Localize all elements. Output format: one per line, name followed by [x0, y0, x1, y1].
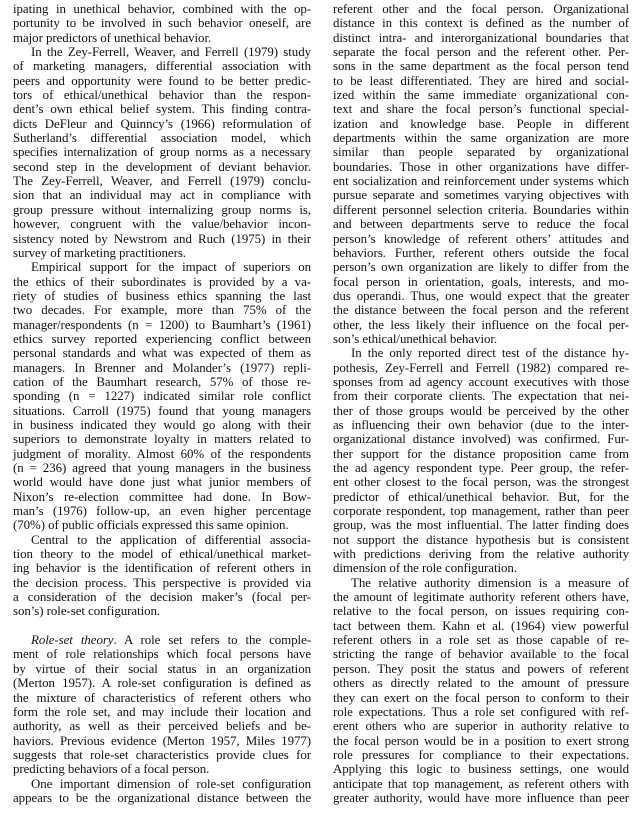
text-line: portunity to be involved in such behavior oneself, are [13, 16, 311, 31]
text-line: (n = 236) agreed that young managers in the business [13, 461, 311, 475]
text-line: riety of studies of business ethics spanning the last [13, 288, 311, 303]
text-line: situations. Carroll (1975) found that young managers [13, 403, 311, 418]
text-line: son’s ethical/unethical behavior. [333, 331, 498, 346]
text-line: anticipate that top management, as referent others with [333, 776, 629, 791]
text-line: person. They posit the status and powers of referent [333, 661, 629, 676]
text-line: focal person in orientation, goals, interests, and mo- [333, 274, 629, 289]
text-line: (Merton 1957). A role-set configuration is defined as [13, 676, 311, 691]
text-line: managers. In Brenner and Molander’s (1977) repli- [13, 360, 311, 375]
right-column [333, 2, 629, 805]
text-line: Empirical support for the impact of superiors on [31, 260, 311, 275]
text-line: role pressures for compliance to their expectations. [333, 747, 629, 762]
text-line: organizational distance involved) was confirmed. Fur- [333, 432, 629, 447]
text-line: the ethics of their subordinates is provided by a va- [13, 274, 311, 289]
text-line: specifies internalization of group norms as a necessary [13, 145, 311, 160]
text-line: others as directly related to the amount of pressure [333, 676, 629, 691]
text-line: second step in the development of deviant behavior. [13, 159, 311, 174]
text-line: they can exert on the focal person to conform to their [333, 690, 629, 705]
text-line: from their corporate clients. The expectation that nei- [333, 389, 629, 404]
text-line: distinct intra- and interorganizational boundaries that [333, 30, 629, 45]
text-line: sponding (n = 1227) indicated similar role conflict [13, 389, 311, 404]
text-line: erent others who are superior in authority relative to [333, 719, 629, 734]
text-line: ent socialization and reinforcement under systems which [333, 174, 629, 189]
text-line: Sutherland’s differential association model, which [13, 131, 311, 146]
left-column [13, 2, 311, 805]
text-run: . A role set refers to the comple- [113, 633, 311, 648]
text-line: greater authority, would have more influence than peer [333, 790, 629, 805]
text-line: Nixon’s re-election committee had done. In Bow- [13, 489, 311, 504]
text-line: tion theory to the model of ethical/unethical market- [13, 547, 311, 562]
text-line: sion that an individual may act in compliance with [13, 188, 311, 203]
text-line: Central to the application of differential associa- [31, 532, 311, 547]
section-gap [13, 619, 311, 633]
text-line: however, congruent with the value/behavior incon- [13, 217, 311, 232]
text-line: other, the less likely their influence on the focal per- [333, 317, 629, 332]
text-line: in business indicated they would go along with their [13, 417, 311, 432]
text-line: suggests that role-set characteristics provide clues for [13, 747, 311, 762]
text-line: world would have done just what junior members of [13, 475, 311, 490]
text-line: ipating in unethical behavior, combined with the op- [13, 2, 311, 16]
text-line: with predictions deriving from the relative authority [333, 547, 629, 562]
text-line: the mixture of characteristics of referent others who [13, 690, 311, 705]
text-line: ization and knowledge base. People in different [333, 116, 629, 131]
text-line: survey of marketing practitioners. [13, 245, 186, 260]
text-line: sistency noted by Newstrom and Ruch (1975) in their [13, 231, 311, 246]
text-line: a consideration of the decision maker’s (focal per- [13, 590, 311, 605]
text-line: not support the distance hypothesis but is consistent [333, 532, 629, 547]
text-line: the amount of legitimate authority referent others have, [333, 590, 629, 605]
text-line: ent other closest to the focal person, was the strongest [333, 475, 629, 490]
text-line: distance in this context is defined as the number of [333, 16, 629, 31]
text-line: son’s) role-set configuration. [13, 604, 161, 619]
text-line: sons in the same department as the focal person tend [333, 59, 629, 74]
text-line: of marketing managers, differential association with [13, 59, 311, 74]
text-line: dus operandi. Thus, one would expect that the greater [333, 288, 629, 303]
text-line: dimension of the role configuration. [333, 561, 517, 576]
text-line: predictor of ethical/unethical behavior. But, for the [333, 489, 629, 504]
text-line: separate the focal person and the referent other. Per- [333, 45, 629, 60]
text-line: the ad agency respondent type. Peer group, the refer- [333, 461, 629, 475]
text-line: cation of the Baumhart research, 57% of those re- [13, 374, 311, 389]
text-line: personal standards and what was expected of them as [13, 346, 311, 361]
text-line: pothesis, Zey-Ferrell and Ferrell (1982) compared re- [333, 360, 629, 375]
text-line: major predictors of unethical behavior. [13, 30, 212, 45]
text-line: dent’s own ethical belief system. This finding contra- [13, 102, 311, 117]
text-line: form the role set, and may include their location and [13, 704, 311, 719]
text-line: dicts DeFleur and Quinncy’s (1966) reformulation of [13, 116, 311, 131]
text-line: In the Zey-Ferrell, Weaver, and Ferrell (1979) study [31, 45, 311, 60]
text-line: ther support for the distance proposition came from [333, 446, 629, 461]
text-line: corporate respondent, top management, rather than peer [333, 504, 629, 519]
text-line: and between departments serve to reduce the focal [333, 217, 629, 232]
text-line: man’s (1976) follow-up, an even higher percentage [13, 504, 311, 519]
text-line: haviors. Previous evidence (Merton 1957, Miles 1977) [13, 733, 311, 748]
text-line: departments within the same organization are more [333, 131, 629, 146]
text-line: manager/respondents (n = 1200) to Baumhart’s (1961) [13, 317, 311, 332]
text-line: relative to the focal person, on issues requiring con- [333, 604, 629, 619]
text-line: ized within the same immediate organizational con- [333, 88, 629, 103]
text-line: sponses from ad agency account executives with those [333, 374, 629, 389]
text-line: referent others in a role set as those capable of re- [333, 633, 629, 648]
text-line: behaviors. Further, referent others outside the focal [333, 245, 629, 260]
text-line: In the only reported direct test of the distance hy- [351, 346, 629, 361]
text-line: predicting behaviors of a focal person. [13, 762, 210, 777]
text-line: ther of those groups would be perceived by the other [333, 403, 629, 418]
text-line: authority, as well as their perceived beliefs and be- [13, 719, 311, 734]
text-line: the distance between the focal person and the referent [333, 303, 629, 318]
text-line: tact between them. Kahn et al. (1964) view powerful [333, 618, 629, 633]
text-line: different personnel selection criteria. Boundaries within [333, 202, 629, 217]
text-line: peers and opportunity were found to be better predic- [13, 73, 311, 88]
text-line: role expectations. Thus a role set configured with ref- [333, 704, 629, 719]
text-line: as influencing their own behavior (due to the inter- [333, 417, 629, 432]
text-line: The relative authority dimension is a measure of [351, 575, 629, 590]
text-line: ethics survey reported experiencing conflict between [13, 331, 311, 346]
text-line: referent other and the focal person. Organizational [333, 2, 629, 16]
text-line: ment of role relationships which focal persons have [13, 647, 311, 662]
text-line: boundaries. Those in other organizations have differ- [333, 159, 629, 174]
text-line: group pressure without internalizing group norms is, [13, 202, 311, 217]
text-line: the focal person would be in a position to exert strong [333, 733, 629, 748]
text-line: person’s own organization are likely to differ from the [333, 260, 629, 275]
text-line: (70%) of public officials expressed this same opinion. [13, 518, 289, 533]
text-line: by virtue of their social status in an organization [13, 661, 311, 676]
text-line: person’s knowledge of referent others’ attitudes and [333, 231, 629, 246]
text-line: Applying this logic to business settings, one would [333, 762, 629, 777]
text-line: superiors to demonstrate loyalty in matters related to [13, 432, 311, 447]
text-line: One important dimension of role-set configuration [31, 776, 311, 791]
text-line: pursue separate and sometimes varying objectives with [333, 188, 629, 203]
text-line: stricting the range of behavior available to the focal [333, 647, 629, 662]
text-line: text and share the focal person’s functional special- [333, 102, 629, 117]
text-line: group, was the most influential. The latter finding does [333, 518, 629, 533]
text-line: ing behavior is the identification of referent others in [13, 561, 311, 576]
text-line: judgment of morality. Almost 60% of the respondents [13, 446, 311, 461]
text-line: The Zey-Ferrell, Weaver, and Ferrell (1979) conclu- [13, 174, 311, 189]
text-line: appears to be the organizational distance between the [13, 790, 311, 805]
text-line: to be least differentiated. They are hired and social- [333, 73, 629, 88]
text-line: the decision process. This perspective is provided via [13, 575, 311, 590]
text-line: two decades. For example, more than 75% of the [13, 303, 311, 318]
section-heading-line [13, 633, 311, 647]
section-heading: Role-set theory [31, 633, 114, 648]
text-line: tors of ethical/unethical behavior than the respon- [13, 88, 311, 103]
text-line: similar than people separated by organizational [333, 145, 629, 160]
